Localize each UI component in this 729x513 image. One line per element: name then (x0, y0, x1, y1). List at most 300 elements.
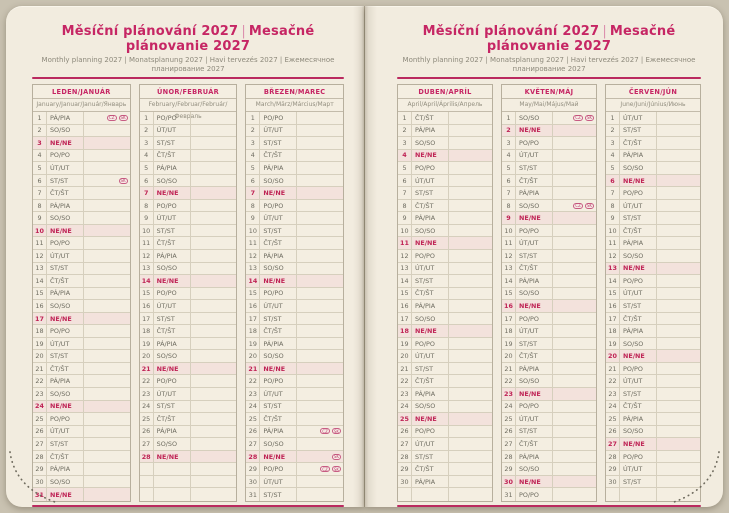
day-number-cell: 19 (606, 338, 620, 350)
notes-cell (657, 212, 700, 224)
notes-cell (657, 200, 700, 212)
day-number-cell: 6 (33, 175, 47, 187)
footer-rule (397, 505, 701, 507)
day-abbrev-cell: PÁ/PIA (516, 363, 553, 375)
month-title: BŘEZEN/MAREC (246, 85, 343, 99)
day-number-cell: 23 (398, 388, 412, 400)
notes-cell (191, 200, 237, 212)
month-table-june (605, 84, 701, 502)
day-row (246, 426, 343, 439)
day-row (502, 250, 596, 263)
day-number-cell: 7 (398, 187, 412, 199)
day-row (246, 463, 343, 476)
notes-cell (84, 112, 130, 124)
notes-cell (553, 325, 596, 337)
day-number-cell: 15 (398, 288, 412, 300)
day-abbrev-cell: PO/PO (516, 488, 553, 501)
notes-cell (191, 313, 237, 325)
day-abbrev-cell: PO/PO (154, 200, 191, 212)
day-number-cell: 16 (502, 300, 516, 312)
day-number-cell: 22 (246, 375, 260, 387)
day-abbrev-cell: ČT/ŠT (154, 150, 191, 162)
day-abbrev-cell: ÚT/UT (260, 212, 297, 224)
notes-cell (191, 137, 237, 149)
day-abbrev-cell: PÁ/PIA (154, 162, 191, 174)
day-abbrev-cell: ÚT/UT (412, 350, 449, 362)
notes-cell (657, 112, 700, 124)
day-abbrev-cell: SO/SO (260, 438, 297, 450)
day-number-cell: 12 (33, 250, 47, 262)
day-row (398, 250, 492, 263)
day-abbrev-cell: PÁ/PIA (412, 388, 449, 400)
day-abbrev-cell: ÚT/UT (620, 375, 657, 387)
notes-cell (657, 438, 700, 450)
day-number-cell: 4 (140, 150, 154, 162)
day-row (246, 175, 343, 188)
day-row (140, 375, 237, 388)
notes-cell (449, 375, 492, 387)
day-row (140, 237, 237, 250)
month-title: ÚNOR/FEBRUÁR (140, 85, 237, 99)
notes-cell (553, 263, 596, 275)
day-abbrev-cell: ST/ST (154, 313, 191, 325)
day-row (140, 263, 237, 276)
month-title: ČERVEN/JÚN (606, 85, 700, 99)
day-row (33, 137, 130, 150)
day-row (398, 413, 492, 426)
notes-cell (84, 313, 130, 325)
day-number-cell: 26 (246, 426, 260, 438)
day-row (398, 187, 492, 200)
day-abbrev-cell: PÁ/PIA (516, 187, 553, 199)
open-planner-spread (6, 6, 723, 507)
day-row (502, 137, 596, 150)
day-abbrev-cell: ČT/ŠT (412, 375, 449, 387)
day-row (140, 250, 237, 263)
notes-cell (553, 463, 596, 475)
day-row (606, 350, 700, 363)
day-row (502, 212, 596, 225)
day-abbrev-cell: PO/PO (620, 275, 657, 287)
day-number-cell: 23 (33, 388, 47, 400)
notes-cell (297, 175, 343, 187)
month-table-may (501, 84, 597, 502)
notes-cell (553, 488, 596, 501)
day-number-cell: 5 (502, 162, 516, 174)
notes-cell (84, 125, 130, 137)
day-number-cell: 21 (33, 363, 47, 375)
month-table-february (139, 84, 238, 502)
day-number-cell: 20 (140, 350, 154, 362)
day-abbrev-cell: ČT/ŠT (516, 350, 553, 362)
notes-cell (191, 438, 237, 450)
notes-cell (191, 187, 237, 199)
notes-cell (553, 237, 596, 249)
day-number-cell: 29 (33, 463, 47, 475)
month-languages: June/Juni/Június/Июнь (606, 99, 700, 112)
day-row (502, 476, 596, 489)
notes-cell (449, 137, 492, 149)
notes-cell (657, 275, 700, 287)
footer-rule (32, 505, 344, 507)
day-number-cell: 29 (246, 463, 260, 475)
notes-cell (297, 237, 343, 249)
notes-cell (84, 263, 130, 275)
day-row (246, 162, 343, 175)
day-row (140, 200, 237, 213)
notes-cell (449, 388, 492, 400)
day-abbrev-cell: NE/NE (412, 413, 449, 425)
notes-cell (449, 426, 492, 438)
day-number-cell: 28 (246, 451, 260, 463)
day-number-cell: 2 (33, 125, 47, 137)
day-row (398, 401, 492, 414)
day-abbrev-cell: PÁ/PIA (412, 212, 449, 224)
day-number-cell: 20 (606, 350, 620, 362)
day-abbrev-cell: ÚT/UT (154, 125, 191, 137)
day-row (140, 175, 237, 188)
notes-cell (657, 175, 700, 187)
day-number-cell: 17 (33, 313, 47, 325)
day-abbrev-cell: NE/NE (620, 350, 657, 362)
day-number-cell: 15 (33, 288, 47, 300)
day-row (246, 263, 343, 276)
day-number-cell: 23 (502, 388, 516, 400)
day-abbrev-cell: NE/NE (47, 313, 84, 325)
day-row (33, 426, 130, 439)
notes-cell (191, 426, 237, 438)
day-abbrev-cell: ST/ST (47, 175, 84, 187)
day-abbrev-cell: ČT/ŠT (620, 313, 657, 325)
notes-cell (449, 476, 492, 488)
day-number-cell: 15 (502, 288, 516, 300)
day-row (606, 451, 700, 464)
day-number-cell: 4 (398, 150, 412, 162)
day-row (606, 438, 700, 451)
day-number-cell: 5 (398, 162, 412, 174)
day-row (398, 225, 492, 238)
day-row (502, 187, 596, 200)
day-abbrev-cell: PO/PO (154, 375, 191, 387)
day-abbrev-cell: NE/NE (154, 275, 191, 287)
day-number-cell: 29 (398, 463, 412, 475)
month-languages: May/Mai/Május/Май (502, 99, 596, 112)
notes-cell (84, 288, 130, 300)
day-row (398, 162, 492, 175)
notes-cell (553, 162, 596, 174)
day-row (606, 137, 700, 150)
day-abbrev-cell: PÁ/PIA (47, 288, 84, 300)
day-row (398, 137, 492, 150)
day-abbrev-cell: ÚT/UT (260, 300, 297, 312)
day-row (33, 212, 130, 225)
notes-cell (449, 451, 492, 463)
notes-cell (84, 401, 130, 413)
day-abbrev-cell: ÚT/UT (47, 338, 84, 350)
day-abbrev-cell: ST/ST (260, 313, 297, 325)
day-row (606, 375, 700, 388)
day-row (398, 350, 492, 363)
day-abbrev-cell: NE/NE (260, 187, 297, 199)
notes-cell (449, 313, 492, 325)
holiday-badge-cz: CZ (322, 428, 328, 434)
day-abbrev-cell: SO/SO (47, 300, 84, 312)
day-row (33, 375, 130, 388)
day-abbrev-cell: PO/PO (260, 288, 297, 300)
day-row (33, 413, 130, 426)
day-row (398, 375, 492, 388)
day-number-cell: 19 (246, 338, 260, 350)
page-subtitle: Monthly planning 2027 | Monatsplanung 2027 | Havi tervezés 2027 | Ежемесячное планирование 2027 (41, 56, 335, 73)
holiday-badge-sk: SK (586, 203, 592, 209)
day-row (33, 363, 130, 376)
day-abbrev-cell: NE/NE (154, 363, 191, 375)
day-row (606, 275, 700, 288)
day-abbrev-cell: ÚT/UT (47, 250, 84, 262)
day-abbrev-cell: SO/SO (516, 375, 553, 387)
day-abbrev-cell: ÚT/UT (620, 463, 657, 475)
notes-cell (657, 401, 700, 413)
day-number-cell (140, 488, 154, 501)
notes-cell (297, 300, 343, 312)
notes-cell (553, 288, 596, 300)
day-abbrev-cell: PÁ/PIA (47, 463, 84, 475)
day-abbrev-cell: PO/PO (516, 401, 553, 413)
day-abbrev-cell: SO/SO (154, 263, 191, 275)
day-number-cell: 14 (246, 275, 260, 287)
day-abbrev-cell: ÚT/UT (412, 438, 449, 450)
day-row (140, 426, 237, 439)
empty-row (398, 488, 492, 501)
notes-cell (657, 263, 700, 275)
notes-cell (297, 137, 343, 149)
day-number-cell: 1 (33, 112, 47, 124)
day-abbrev-cell: ST/ST (620, 125, 657, 137)
day-abbrev-cell: NE/NE (412, 325, 449, 337)
day-abbrev-cell: NE/NE (47, 401, 84, 413)
day-number-cell: 7 (33, 187, 47, 199)
day-number-cell: 16 (606, 300, 620, 312)
notes-cell (449, 275, 492, 287)
day-abbrev-cell: NE/NE (154, 187, 191, 199)
day-abbrev-cell: SO/SO (47, 212, 84, 224)
day-row (246, 288, 343, 301)
day-number-cell: 19 (398, 338, 412, 350)
day-row (606, 162, 700, 175)
day-number-cell: 24 (398, 401, 412, 413)
notes-cell (297, 375, 343, 387)
day-abbrev-cell: ÚT/UT (516, 150, 553, 162)
day-number-cell: 9 (246, 212, 260, 224)
day-row (33, 488, 130, 501)
holiday-badge-cz: CZ (322, 466, 328, 472)
day-number-cell: 10 (33, 225, 47, 237)
day-abbrev-cell: SO/SO (154, 438, 191, 450)
day-row (502, 338, 596, 351)
day-abbrev-cell: PÁ/PIA (260, 426, 297, 438)
day-row (606, 426, 700, 439)
day-row (606, 237, 700, 250)
day-abbrev-cell: NE/NE (620, 263, 657, 275)
notes-cell (449, 338, 492, 350)
day-row (33, 162, 130, 175)
day-abbrev-cell: NE/NE (412, 150, 449, 162)
day-row (33, 275, 130, 288)
notes-cell (657, 187, 700, 199)
notes-cell (191, 288, 237, 300)
notes-cell (449, 300, 492, 312)
day-row (398, 388, 492, 401)
month-title: KVĚTEN/MÁJ (502, 85, 596, 99)
day-row (606, 463, 700, 476)
day-abbrev-cell: SO/SO (412, 401, 449, 413)
holiday-badge-sk: SK (120, 178, 126, 183)
notes-cell (449, 263, 492, 275)
day-number-cell: 24 (140, 401, 154, 413)
notes-cell (449, 401, 492, 413)
day-number-cell: 18 (33, 325, 47, 337)
notes-cell (84, 200, 130, 212)
notes-cell (657, 375, 700, 387)
day-row (398, 150, 492, 163)
day-row (140, 363, 237, 376)
day-abbrev-cell (412, 488, 449, 501)
day-number-cell: 25 (246, 413, 260, 425)
day-row (246, 250, 343, 263)
day-number-cell: 27 (502, 438, 516, 450)
day-abbrev-cell: PO/PO (260, 112, 297, 124)
day-abbrev-cell: ST/ST (516, 426, 553, 438)
day-abbrev-cell: ČT/ŠT (516, 263, 553, 275)
day-abbrev-cell: PO/PO (620, 363, 657, 375)
day-row (606, 250, 700, 263)
day-abbrev-cell: SO/SO (412, 137, 449, 149)
notes-cell (84, 162, 130, 174)
day-abbrev-cell: PO/PO (516, 313, 553, 325)
day-row (140, 388, 237, 401)
day-abbrev-cell: SO/SO (516, 463, 553, 475)
day-number-cell: 5 (246, 162, 260, 174)
day-number-cell: 11 (246, 237, 260, 249)
day-abbrev-cell: NE/NE (516, 212, 553, 224)
day-number-cell: 3 (33, 137, 47, 149)
day-number-cell: 1 (140, 112, 154, 124)
day-number-cell: 18 (140, 325, 154, 337)
day-abbrev-cell: ČT/ŠT (260, 413, 297, 425)
day-number-cell: 9 (502, 212, 516, 224)
day-abbrev-cell: SO/SO (47, 388, 84, 400)
notes-cell (297, 212, 343, 224)
day-row (502, 200, 596, 213)
notes-cell (657, 463, 700, 475)
holiday-badge-sk: SK (333, 466, 340, 472)
day-row (33, 350, 130, 363)
day-abbrev-cell: ST/ST (260, 137, 297, 149)
notes-cell (297, 200, 343, 212)
day-abbrev-cell: SO/SO (260, 263, 297, 275)
day-number-cell: 5 (140, 162, 154, 174)
day-row (33, 237, 130, 250)
month-table-april (397, 84, 493, 502)
notes-cell (84, 476, 130, 488)
day-number-cell: 6 (398, 175, 412, 187)
day-abbrev-cell: PO/PO (260, 200, 297, 212)
notes-cell (84, 451, 130, 463)
day-number-cell: 5 (33, 162, 47, 174)
notes-cell (657, 125, 700, 137)
day-abbrev-cell: PÁ/PIA (47, 375, 84, 387)
title-slovak: Mesačné plánovanie 2027 (486, 24, 676, 54)
day-row (246, 225, 343, 238)
day-abbrev-cell: NE/NE (516, 476, 553, 488)
day-row (140, 300, 237, 313)
day-abbrev-cell: NE/NE (260, 363, 297, 375)
notes-cell (84, 388, 130, 400)
notes-cell (553, 413, 596, 425)
day-row (246, 401, 343, 414)
day-number-cell: 2 (398, 125, 412, 137)
day-abbrev-cell: SO/SO (260, 350, 297, 362)
day-number-cell: 28 (502, 451, 516, 463)
day-abbrev-cell: PÁ/PIA (620, 237, 657, 249)
notes-cell (449, 212, 492, 224)
day-row (502, 150, 596, 163)
holiday-badge-sk: SK (586, 115, 592, 121)
notes-cell (191, 300, 237, 312)
day-row (246, 338, 343, 351)
day-number-cell: 17 (502, 313, 516, 325)
day-row (502, 175, 596, 188)
day-abbrev-cell: ČT/ŠT (412, 288, 449, 300)
day-number-cell: 11 (606, 237, 620, 249)
day-row (246, 187, 343, 200)
notes-cell (449, 488, 492, 501)
notes-cell (191, 112, 237, 124)
notes-cell (449, 350, 492, 362)
month-title: LEDEN/JANUÁR (33, 85, 130, 99)
day-row (502, 350, 596, 363)
notes-cell (553, 275, 596, 287)
notes-cell (84, 212, 130, 224)
notes-cell (297, 363, 343, 375)
day-abbrev-cell: SO/SO (260, 175, 297, 187)
notes-cell (657, 250, 700, 262)
day-row (140, 325, 237, 338)
day-number-cell: 19 (140, 338, 154, 350)
notes-cell (297, 350, 343, 362)
day-number-cell: 13 (502, 263, 516, 275)
day-abbrev-cell: PO/PO (154, 112, 191, 124)
day-row (246, 150, 343, 163)
day-number-cell: 9 (33, 212, 47, 224)
day-number-cell: 12 (140, 250, 154, 262)
day-abbrev-cell: ST/ST (412, 363, 449, 375)
day-row (398, 200, 492, 213)
day-number-cell: 21 (606, 363, 620, 375)
day-abbrev-cell: PO/PO (412, 162, 449, 174)
day-number-cell: 31 (246, 488, 260, 501)
notes-cell (84, 187, 130, 199)
day-row (398, 112, 492, 125)
day-row (246, 237, 343, 250)
day-abbrev-cell: ČT/ŠT (620, 401, 657, 413)
day-row (606, 200, 700, 213)
notes-cell (84, 375, 130, 387)
notes-cell (84, 225, 130, 237)
day-row (606, 263, 700, 276)
notes-cell (191, 263, 237, 275)
day-row (33, 325, 130, 338)
